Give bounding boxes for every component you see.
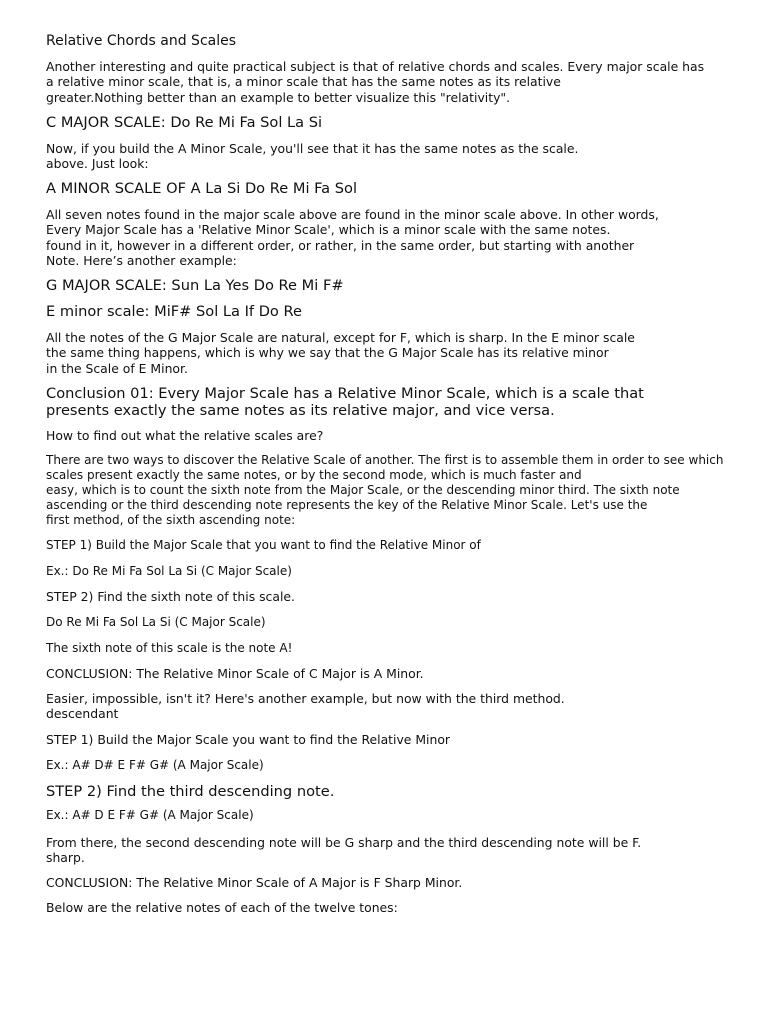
text-line: All the notes of the G Major Scale are natural, except for F, which is sharp. In the E minor scale (46, 330, 635, 345)
text-line: above. Just look: (46, 156, 149, 172)
c-major-notes-2: Do Re Mi Fa Sol La Si (C Major Scale) (46, 615, 266, 629)
text-line: scales present exactly the same notes, or by the second mode, which is much faster and (46, 468, 582, 482)
text-line: Conclusion 01: Every Major Scale has a Relative Minor Scale, which is a scale that (46, 385, 644, 402)
a-minor-scale-line: A MINOR SCALE OF A La Si Do Re Mi Fa Sol (46, 180, 358, 197)
g-major-notes-paragraph (46, 330, 635, 376)
text-line: There are two ways to discover the Relative Scale of another. The first is to assemble them in order to see which (46, 453, 724, 467)
text-line: greater.Nothing better than an example to better visualize this "relativity". (46, 89, 511, 105)
now-build-paragraph (46, 141, 578, 172)
text-line: the same thing happens, which is why we say that the G Major Scale has its relative minor (46, 345, 609, 361)
e-minor-scale-line: E minor scale: MiF# Sol La If Do Re (46, 303, 302, 320)
c-major-scale-line: C MAJOR SCALE: Do Re Mi Fa Sol La Si (46, 114, 323, 131)
easier-paragraph (46, 691, 565, 722)
ex-c-major-1: Ex.: Do Re Mi Fa Sol La Si (C Major Scale) (46, 564, 292, 578)
step-2-b: STEP 2) Find the third descending note. (46, 783, 335, 800)
text-line: easy, which is to count the sixth note from the Major Scale, or the descending minor third. The sixth note (46, 483, 680, 497)
step-2-a: STEP 2) Find the sixth note of this scale. (46, 589, 295, 604)
g-major-scale-line: G MAJOR SCALE: Sun La Yes Do Re Mi F# (46, 277, 344, 294)
intro-paragraph (46, 59, 704, 105)
text-line: first method, of the sixth ascending note: (46, 513, 296, 527)
sixth-note-text: The sixth note of this scale is the note A! (46, 641, 293, 655)
text-line: Now, if you build the A Minor Scale, you'll see that it has the same notes as the scale. (46, 141, 579, 156)
text-line: Note. Here’s another example: (46, 253, 237, 269)
text-line: found in it, however in a different order, or rather, in the same order, but starting with another (46, 237, 635, 253)
ex-a-major-1: Ex.: A# D# E F# G# (A Major Scale) (46, 758, 264, 772)
text-line: a relative minor scale, that is, a minor scale that has the same notes as its relative (46, 74, 561, 90)
text-line: All seven notes found in the major scale above are found in the minor scale above. In other words, (46, 207, 659, 222)
text-line: Every Major Scale has a 'Relative Minor Scale', which is a minor scale with the same notes. (46, 222, 611, 238)
text-line: presents exactly the same notes as its relative major, and vice versa. (46, 402, 555, 419)
how-to-find-heading: How to find out what the relative scales are? (46, 428, 324, 443)
from-there-paragraph (46, 835, 641, 866)
document-title: Relative Chords and Scales (46, 33, 237, 49)
conclusion-a-major: CONCLUSION: The Relative Minor Scale of A Major is F Sharp Minor. (46, 875, 463, 890)
text-line: sharp. (46, 850, 85, 866)
conclusion-c-major: CONCLUSION: The Relative Minor Scale of C Major is A Minor. (46, 666, 424, 681)
text-line: descendant (46, 706, 119, 722)
text-line: in the Scale of E Minor. (46, 360, 188, 376)
ex-a-major-2: Ex.: A# D E F# G# (A Major Scale) (46, 808, 254, 822)
text-line: From there, the second descending note will be G sharp and the third descending note will be F. (46, 835, 642, 850)
text-line: ascending or the third descending note represents the key of the Relative Minor Scale. Let's use the (46, 498, 648, 512)
step-1-b: STEP 1) Build the Major Scale you want to find the Relative Minor (46, 732, 451, 747)
step-1-a: STEP 1) Build the Major Scale that you want to find the Relative Minor of (46, 538, 481, 552)
two-ways-paragraph (46, 453, 723, 528)
text-line: Another interesting and quite practical subject is that of relative chords and scales. Every major scale has (46, 59, 705, 74)
text-line: Easier, impossible, isn't it? Here's another example, but now with the third method. (46, 691, 565, 706)
below-text: Below are the relative notes of each of the twelve tones: (46, 900, 398, 915)
conclusion-01 (46, 385, 644, 419)
all-seven-paragraph (46, 207, 659, 269)
